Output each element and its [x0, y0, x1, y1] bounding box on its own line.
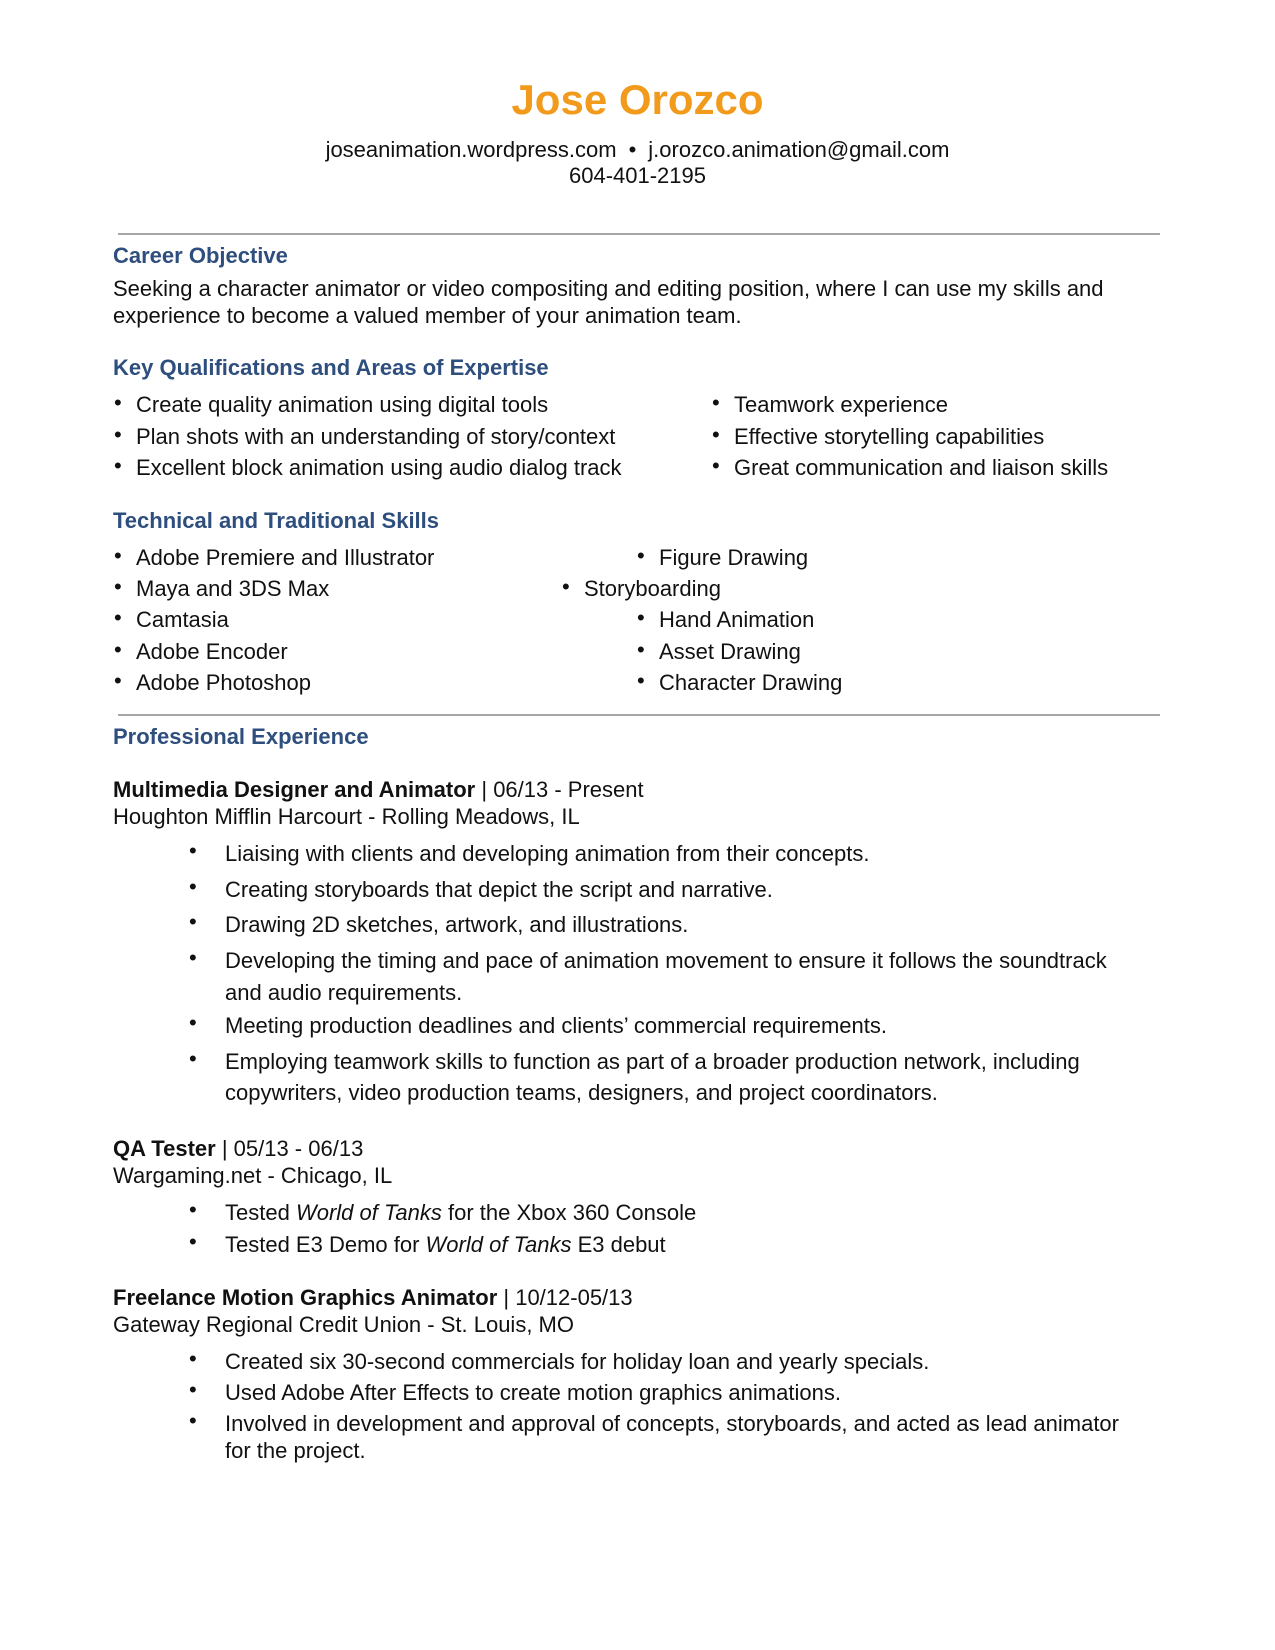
skill-item: • Figure Drawing — [637, 543, 809, 570]
job-bullet: • Liaising with clients and developing animation from their concepts. — [225, 838, 1165, 870]
job-title-line — [113, 776, 644, 804]
bullet-icon: • — [712, 390, 720, 415]
qualification-item: • Teamwork experience — [712, 390, 948, 417]
job-organization: Houghton Mifflin Harcourt - Rolling Meadows, IL — [113, 804, 580, 829]
job-bullet: • Used Adobe After Effects to create motion graphics animations. — [225, 1377, 1165, 1409]
email-link[interactable]: j.orozco.animation@gmail.com — [648, 137, 950, 162]
bullet-icon: • — [114, 605, 122, 630]
bullet-icon: • — [712, 453, 720, 478]
bullet-icon: • — [189, 1346, 197, 1371]
section-heading-qualifications: Key Qualifications and Areas of Expertise — [113, 355, 549, 380]
skill-item: • Camtasia — [114, 605, 229, 632]
bullet-icon: • — [114, 574, 122, 599]
bullet-icon: • — [637, 543, 645, 568]
bullet-icon: • — [189, 1377, 197, 1402]
section-heading-objective: Career Objective — [113, 243, 288, 268]
objective-line-1: Seeking a character animator or video compositing and editing position, where I can use my skills and — [113, 276, 1104, 301]
bullet-icon: • — [637, 605, 645, 630]
contact-line — [0, 136, 1275, 164]
resume-name: Jose Orozco — [511, 76, 764, 123]
bullet-icon: • — [637, 668, 645, 693]
bullet-icon: • — [189, 1010, 197, 1035]
phone-number: 604-401-2195 — [568, 163, 706, 188]
bullet-icon: • — [189, 838, 197, 863]
job-dates: | 06/13 - Present — [475, 777, 644, 802]
job-organization: Gateway Regional Credit Union - St. Louis, MO — [113, 1312, 574, 1337]
job-bullet: • Creating storyboards that depict the script and narrative. — [225, 874, 1165, 906]
qualification-item: • Excellent block animation using audio dialog track — [114, 453, 622, 480]
skill-item: • Hand Animation — [637, 605, 815, 632]
skill-item: • Storyboarding — [562, 574, 721, 601]
job-title: Multimedia Designer and Animator — [113, 777, 476, 802]
skill-item: • Asset Drawing — [637, 637, 801, 664]
bullet-icon: • — [189, 1046, 197, 1071]
job-bullet-continuation: for the project. — [225, 1438, 366, 1463]
bullet-icon: • — [189, 945, 197, 970]
bullet-icon: • — [189, 1197, 197, 1222]
qualification-item: • Plan shots with an understanding of story/context — [114, 422, 616, 449]
job-organization: Wargaming.net - Chicago, IL — [113, 1163, 393, 1188]
job-bullet: • Developing the timing and pace of animation movement to ensure it follows the soundtrack — [225, 945, 1165, 977]
separator-bullet: • — [628, 137, 637, 162]
divider — [118, 233, 1160, 235]
job-bullet: • Tested World of Tanks for the Xbox 360 Console — [225, 1197, 1165, 1229]
job-bullet: • Involved in development and approval of concepts, storyboards, and acted as lead animator — [225, 1408, 1165, 1440]
bullet-icon: • — [114, 668, 122, 693]
bullet-icon: • — [189, 1408, 197, 1433]
job-dates: | 05/13 - 06/13 — [215, 1136, 364, 1161]
job-bullet: • Created six 30-second commercials for holiday loan and yearly specials. — [225, 1346, 1165, 1378]
skill-item: • Adobe Premiere and Illustrator — [114, 543, 435, 570]
bullet-icon: • — [114, 637, 122, 662]
qualification-item: • Create quality animation using digital tools — [114, 390, 549, 417]
bullet-icon: • — [114, 422, 122, 447]
job-title-line — [113, 1284, 633, 1312]
job-title-line — [113, 1135, 363, 1163]
skill-item: • Adobe Photoshop — [114, 668, 311, 695]
section-heading-skills: Technical and Traditional Skills — [113, 508, 440, 533]
job-bullet-continuation: and audio requirements. — [225, 980, 463, 1005]
bullet-icon: • — [114, 453, 122, 478]
skill-item: • Adobe Encoder — [114, 637, 288, 664]
job-bullet: • Meeting production deadlines and clients’ commercial requirements. — [225, 1010, 1165, 1042]
bullet-icon: • — [189, 874, 197, 899]
objective-line-2: experience to become a valued member of your animation team. — [113, 303, 742, 328]
job-bullet: • Employing teamwork skills to function as part of a broader production network, including — [225, 1046, 1165, 1078]
job-bullet: • Drawing 2D sketches, artwork, and illustrations. — [225, 909, 1165, 941]
job-title: QA Tester — [113, 1136, 216, 1161]
bullet-icon: • — [189, 909, 197, 934]
skill-item: • Maya and 3DS Max — [114, 574, 330, 601]
qualification-item: • Effective storytelling capabilities — [712, 422, 1045, 449]
bullet-icon: • — [189, 1229, 197, 1254]
job-title: Freelance Motion Graphics Animator — [113, 1285, 498, 1310]
bullet-icon: • — [712, 422, 720, 447]
job-bullet-continuation: copywriters, video production teams, designers, and project coordinators. — [225, 1080, 938, 1105]
section-heading-experience: Professional Experience — [113, 724, 369, 749]
bullet-icon: • — [114, 543, 122, 568]
website-link[interactable]: joseanimation.wordpress.com — [325, 137, 617, 162]
skill-item: • Character Drawing — [637, 668, 843, 695]
bullet-icon: • — [562, 574, 570, 599]
job-bullet: • Tested E3 Demo for World of Tanks E3 debut — [225, 1229, 1165, 1261]
qualification-item: • Great communication and liaison skills — [712, 453, 1109, 480]
bullet-icon: • — [114, 390, 122, 415]
bullet-icon: • — [637, 637, 645, 662]
divider — [118, 714, 1160, 716]
job-dates: | 10/12-05/13 — [497, 1285, 633, 1310]
